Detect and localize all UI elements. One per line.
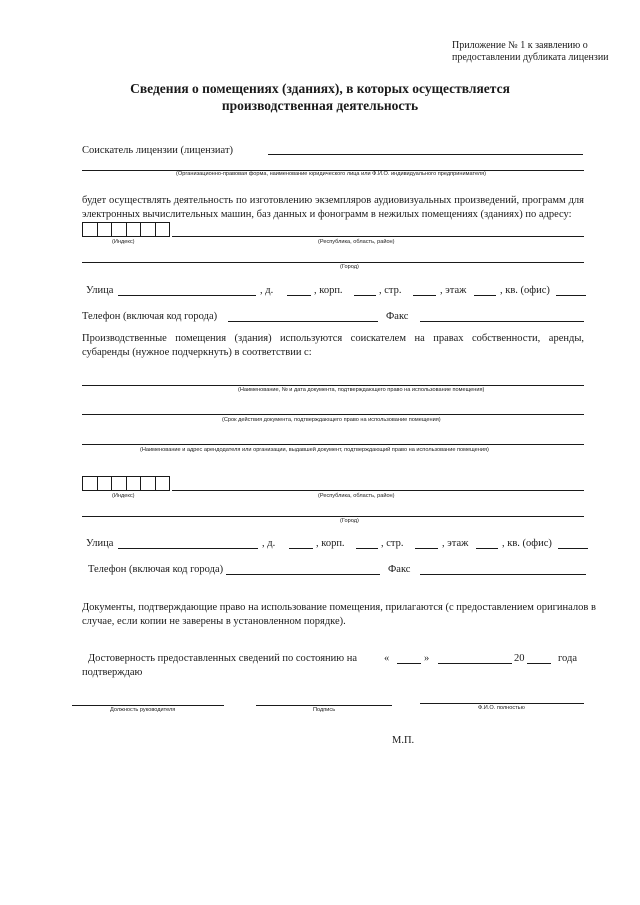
intro-paragraph: будет осуществлять деятельность по изготовлению экземпляров аудиовизуальных произведений, программ для электронных вычислительных машин, баз данных и фонограмм в нежилых помещениях (зданиях) по адресу: xyxy=(82,195,584,220)
position-caption: Должность руководителя xyxy=(110,707,176,713)
lessor-field[interactable] xyxy=(82,444,584,445)
apartment-field-2[interactable] xyxy=(558,548,588,549)
phone-field-2[interactable] xyxy=(226,574,380,575)
appendix-line-1: Приложение № 1 к заявлению о xyxy=(452,40,588,51)
phone-field-1[interactable] xyxy=(228,321,378,322)
building-field-2[interactable] xyxy=(356,548,378,549)
quote-open: « xyxy=(384,653,390,664)
city-caption-2: (Город) xyxy=(340,518,359,524)
appendix-line-2: предоставлении дубликата лицензии xyxy=(452,52,609,63)
index-caption-2: (Индекс) xyxy=(112,493,135,499)
year-field[interactable] xyxy=(527,663,551,664)
structure-label-1: , стр. xyxy=(379,285,402,296)
month-field[interactable] xyxy=(438,663,512,664)
house-field-1[interactable] xyxy=(287,295,311,296)
quote-close: » xyxy=(424,653,430,664)
index-caption-1: (Индекс) xyxy=(112,239,135,245)
region-caption-2: (Республика, область, район) xyxy=(318,493,395,499)
building-label-2: , корп. xyxy=(316,538,345,549)
floor-field-2[interactable] xyxy=(476,548,498,549)
floor-label-2: , этаж xyxy=(442,538,469,549)
fax-label-2: Факс xyxy=(388,564,411,575)
structure-field-1[interactable] xyxy=(413,295,436,296)
building-label-1: , корп. xyxy=(314,285,343,296)
confirm-text: Достоверность предоставленных сведений по состоянию на xyxy=(88,653,358,664)
confirm-text-2: подтверждаю xyxy=(82,667,143,678)
phone-label-1: Телефон (включая код города) xyxy=(82,311,218,322)
postal-index-boxes-1[interactable] xyxy=(82,222,170,237)
street-field-1[interactable] xyxy=(118,295,256,296)
house-label-1: , д. xyxy=(260,285,274,296)
postal-index-boxes-2[interactable] xyxy=(82,476,170,491)
region-field-1[interactable] xyxy=(172,236,584,237)
position-field[interactable] xyxy=(72,705,224,706)
lessor-caption: (Наименование и адрес арендодателя или организации, выдавшей документ, подтверждающий право на использование помещения) xyxy=(140,447,489,453)
floor-label-1: , этаж xyxy=(440,285,467,296)
signature-caption: Подпись xyxy=(313,707,336,713)
city-caption-1: (Город) xyxy=(340,264,359,270)
fax-field-1[interactable] xyxy=(420,321,584,322)
full-name-caption: Ф.И.О. полностью xyxy=(478,705,525,711)
stamp-label: М.П. xyxy=(392,735,415,746)
rights-term-field[interactable] xyxy=(82,414,584,415)
rights-doc-caption: (Наименование, № и дата документа, подтверждающего право на использование помещения) xyxy=(238,387,485,393)
year-prefix: 20 xyxy=(514,653,525,664)
city-field-2[interactable] xyxy=(82,516,584,517)
page-title-line-1: Сведения о помещениях (зданиях), в которых осуществляется xyxy=(130,81,510,96)
structure-field-2[interactable] xyxy=(415,548,438,549)
street-label-2: Улица xyxy=(86,538,114,549)
apartment-label-2: , кв. (офис) xyxy=(502,538,552,549)
year-suffix: года xyxy=(558,653,577,664)
rights-term-caption: (Срок действия документа, подтверждающего право на использование помещения) xyxy=(222,417,441,423)
fax-field-2[interactable] xyxy=(420,574,586,575)
phone-label-2: Телефон (включая код города) xyxy=(88,564,224,575)
applicant-label: Соискатель лицензии (лицензиат) xyxy=(82,145,234,156)
applicant-field[interactable] xyxy=(268,154,583,155)
region-caption-1: (Республика, область, район) xyxy=(318,239,395,245)
region-field-2[interactable] xyxy=(172,490,584,491)
structure-label-2: , стр. xyxy=(381,538,404,549)
rights-paragraph: Производственные помещения (здания) используются соискателем на правах собственности, аренды, субаренды (нужное подчеркнуть) в соответствии с: xyxy=(82,333,584,358)
building-field-1[interactable] xyxy=(354,295,376,296)
apartment-field-1[interactable] xyxy=(556,295,586,296)
street-label-1: Улица xyxy=(86,285,114,296)
signature-field[interactable] xyxy=(256,705,392,706)
day-field[interactable] xyxy=(397,663,421,664)
rights-doc-field[interactable] xyxy=(82,385,584,386)
documents-paragraph: Документы, подтверждающие право на использование помещения, прилагаются (с предоставлением оригиналов в случае, если копии не заверены в установленном порядке). xyxy=(82,602,596,627)
full-name-field[interactable] xyxy=(420,703,584,704)
house-field-2[interactable] xyxy=(289,548,313,549)
city-field-1[interactable] xyxy=(82,262,584,263)
floor-field-1[interactable] xyxy=(474,295,496,296)
page-title-line-2: производственная деятельность xyxy=(221,98,419,113)
house-label-2: , д. xyxy=(262,538,276,549)
street-field-2[interactable] xyxy=(118,548,258,549)
apartment-label-1: , кв. (офис) xyxy=(500,285,550,296)
applicant-caption: (Организационно-правовая форма, наименование юридического лица или Ф.И.О. индивидуального предпринимателя) xyxy=(176,171,487,177)
fax-label-1: Факс xyxy=(386,311,409,322)
